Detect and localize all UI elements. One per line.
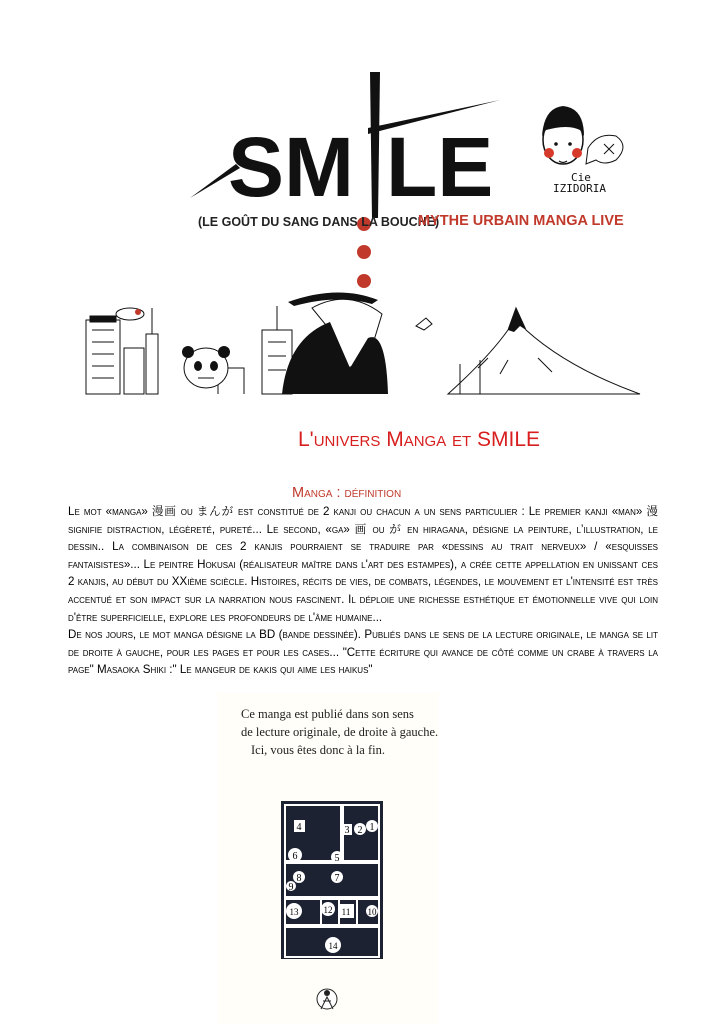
banner-illustration xyxy=(68,68,656,396)
panel-layout-diagram xyxy=(217,693,439,1024)
panel-number-14: 14 xyxy=(328,941,338,951)
scan-line-3: Ici, vous êtes donc à la fin. xyxy=(251,743,385,757)
page-title: L'univers Manga et SMILE xyxy=(298,428,541,451)
panel-number-8: 8 xyxy=(296,873,302,884)
scan-line-2: de lecture originale, de droite à gauche. xyxy=(241,725,439,739)
company-label xyxy=(553,172,606,194)
company-line-1: Cie xyxy=(571,171,591,184)
publisher-logo-icon xyxy=(317,989,337,1009)
panel-number-2: 2 xyxy=(357,825,363,836)
red-dot-3 xyxy=(357,274,371,288)
panda-icon xyxy=(182,346,230,388)
panel-number-13: 13 xyxy=(289,907,299,917)
paragraph-2: De nos jours, le mot manga désigne la BD (bande dessinée). Publiés dans le sens de la lecture originale, le manga se lit de droite à gauche, pour les pages et pour les cases... "Cette écriture qui avance de côté comme un crabe à travers la page" Masaoka Shiki :" Le mangeur de kakis qui aime les haikus" xyxy=(68,628,658,677)
smile-banner xyxy=(68,68,656,396)
girl-mascot-icon xyxy=(542,106,623,164)
bird-icon xyxy=(416,318,432,330)
panel-number-4: 4 xyxy=(296,822,302,833)
manga-reading-order-scan xyxy=(217,693,439,1024)
paragraph-1: Le mot «manga» 漫画 ou まんが est constitué de 2 kanji ou chacun a un sens particulier : Le premier kanji «man» 漫 signifie distraction, légèreté, pureté... Le second, «ga» 画 ou が en hiragana, désigne la peinture, l’illustration, le dessin.. La combinaison de ces 2 kanjis pourraient se traduire par «dessins au trait nerveux» / «esquisses fantaisistes»... Le peintre Hokusai (réalisateur maître dans l'art des estampes), a crée cette appellation en unissant ces 2 kanjis, au début du XXième sciècle. Histoires, récits de vies, de combats, légendes, le mouvement et l'intensité est très accentué et son impact sur la narration nous fascinent. Il déploie une richesse esthétique et émotionnelle vive qui loin d'être superficielle, explore les profondeurs de l'âme humaine... xyxy=(68,505,658,624)
red-dot-2 xyxy=(357,245,371,259)
panel-number-10: 10 xyxy=(367,907,377,917)
banner-subtitle-left: (LE GOÛT DU SANG DANS LA BOUCHE) xyxy=(198,215,440,229)
company-line-2: IZIDORIA xyxy=(553,182,606,195)
blimp-icon xyxy=(116,308,144,320)
panel-number-9: 9 xyxy=(288,882,294,893)
skull-figure xyxy=(282,292,388,394)
panel-number-12: 12 xyxy=(323,905,333,915)
panel-number-11: 11 xyxy=(341,907,351,917)
logo-le: LE xyxy=(386,120,494,214)
panel-number-5: 5 xyxy=(334,853,340,864)
panel-number-6: 6 xyxy=(292,851,298,862)
scan-line-1: Ce manga est publié dans son sens xyxy=(241,707,414,721)
panel-number-1: 1 xyxy=(369,822,375,833)
mountain-illustration xyxy=(448,308,640,394)
logo-i-bar xyxy=(370,72,380,218)
banner-subtitle-right: MYTHE URBAIN MANGA LIVE xyxy=(418,213,624,229)
section-subtitle: Manga : définition xyxy=(292,485,402,501)
panel-number-7: 7 xyxy=(334,873,340,884)
logo-sm: SM xyxy=(228,120,354,214)
panel-number-3: 3 xyxy=(344,825,350,836)
article-body xyxy=(68,503,658,679)
